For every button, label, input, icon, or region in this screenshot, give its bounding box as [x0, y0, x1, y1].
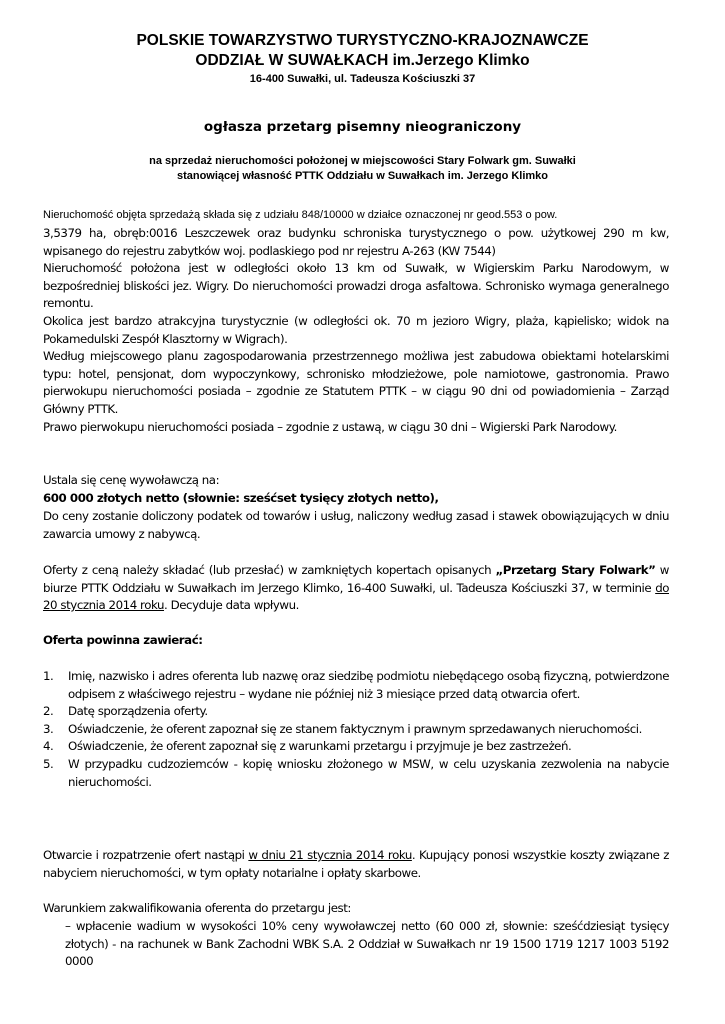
- organization-address: 16-400 Suwałki, ul. Tadeusza Kościuszki 37: [249, 73, 476, 85]
- envelope-label: „Przetarg Stary Folwark”: [495, 563, 656, 577]
- requirement-text: Datę sporządzenia oferty.: [68, 704, 208, 719]
- description-zoning: Według miejscowego planu zagospodarowania przestrzennego możliwa jest zabudowa obiektami hotelarskimi typu: hotel, pensjonat, dom wypoczynkowy, schronisko młodzieżowe, pole namiotowe, gastronomia. Prawo pierwokupu nieruchomości posiada – zgodnie ze Statutem PTTK – w ciągu 90 dni od powiadomienia – Zarząd Główny PTTK.: [43, 349, 669, 416]
- requirement-text: Imię, nazwisko i adres oferenta lub nazwę oraz siedzibę podmiotu niebędącego osobą fizyczną, potwierdzone odpisem z właściwego rejestru – wydane nie później niż 3 miesiące przed datą otwarcia ofert.: [68, 669, 669, 701]
- requirements-list: [43, 668, 669, 791]
- branch-name: ODDZIAŁ W SUWAŁKACH im.Jerzego Klimko: [195, 52, 530, 69]
- requirement-item: [43, 756, 669, 791]
- organization-name: POLSKIE TOWARZYSTWO TURYSTYCZNO-KRAJOZNAWCZE: [136, 32, 589, 49]
- requirement-number: 3.: [43, 721, 54, 736]
- offers-paragraph: [43, 562, 669, 615]
- offers-text-before: Oferty z ceną należy składać (lub przesłać) w zamkniętych kopertach opisanych: [43, 563, 496, 577]
- requirement-number: 5.: [43, 756, 54, 771]
- requirement-item: [43, 668, 669, 703]
- subject-line-1: na sprzedaż nieruchomości położonej w miejscowości Stary Folwark gm. Suwałki: [149, 155, 576, 167]
- description-location: Nieruchomość położona jest w odległości około 13 km od Suwałk, w Wigierskim Parku Narodowym, w bezpośredniej bliskości jez. Wigry. Do nieruchomości prowadzi droga asfaltowa. Schronisko wymaga generalnego remontu.: [43, 261, 669, 311]
- description-area: 3,5379 ha, obręb:0016 Leszczewek oraz budynku schroniska turystycznego o pow. użytkowej 290 m kw, wpisanego do rejestru zabytków woj. podlaskiego pod nr rejestru A-263 (KW 7544): [43, 226, 669, 258]
- requirement-number: 1.: [43, 669, 54, 683]
- requirement-number: 2.: [43, 704, 54, 719]
- requirement-text: Oświadczenie, że oferent zapoznał się ze stanem faktycznym i prawnym sprzedawanych nieruchomości.: [68, 721, 642, 736]
- offers-text-after: . Decyduje data wpływu.: [164, 598, 299, 613]
- requirement-number: 4.: [43, 739, 54, 754]
- description-first-line: Nieruchomość objęta sprzedażą składa się z udziału 848/10000 w działce oznaczonej nr geod.553 o pow.: [43, 209, 558, 221]
- opening-text-after: . Kupujący ponosi wszystkie koszty związane z nabyciem nieruchomości, w tym opłaty notarialne i opłaty skarbowe.: [43, 848, 670, 880]
- subject-line-2: stanowiącej własność PTTK Oddziału w Suwałkach im. Jerzego Klimko: [176, 170, 549, 182]
- opening-text-before: Otwarcie i rozpatrzenie ofert nastąpi: [43, 848, 249, 862]
- requirements-heading: Oferta powinna zawierać:: [43, 633, 203, 647]
- description-preemption: Prawo pierwokupu nieruchomości posiada – zgodnie z ustawą, w ciągu 30 dni – Wigierski Park Narodowy.: [43, 420, 617, 434]
- price-amount: 600 000 złotych netto (słownie: sześćset tysięcy złotych netto),: [43, 491, 439, 505]
- price-vat: Do ceny zostanie doliczony podatek od towarów i usług, naliczony według zasad i stawek obowiązujących w dniu zawarcia umowy z nabywcą.: [43, 509, 669, 541]
- announcement-title: ogłasza przetarg pisemny nieograniczony: [203, 119, 522, 135]
- offers-deadline: do 20 stycznia 2014 roku: [43, 580, 669, 613]
- price-intro: Ustala się cenę wywoławczą na:: [43, 473, 220, 487]
- requirement-text: Oświadczenie, że oferent zapoznał się z warunkami przetargu i przyjmuje je bez zastrzeżeń.: [68, 739, 572, 754]
- description-surroundings: Okolica jest bardzo atrakcyjna turystycznie (w odległości ok. 70 m jezioro Wigry, plaża, kąpielisko; widok na Pokamedulski Zespół Klasztorny w Wigrach).: [43, 314, 669, 346]
- requirement-item: [43, 738, 669, 756]
- opening-date: w dniu 21 stycznia 2014 roku: [248, 848, 412, 862]
- offers-text-place: w biurze PTTK Oddziału w Suwałkach im Jerzego Klimko, 16-400 Suwałki, ul. Tadeusza Kościuszki 37, w terminie: [43, 563, 670, 595]
- requirement-item: [43, 721, 669, 739]
- qualification-intro: Warunkiem zakwalifikowania oferenta do przetargu jest:: [43, 901, 351, 915]
- qualification-deposit: – wpłacenie wadium w wysokości 10% ceny wywoławczej netto (60 000 zł, słownie: sześćdziesiąt tysięcy złotych) - na rachunek w Bank Zachodni WBK S.A. 2 Oddział w Suwałkach nr 19 1500 1719 1217 1003 5192 0000: [65, 919, 669, 969]
- requirement-text: W przypadku cudzoziemców - kopię wniosku złożonego w MSW, w celu uzyskania zezwolenia na nabycie nieruchomości.: [68, 756, 669, 789]
- opening-paragraph: [43, 847, 669, 882]
- requirement-item: [43, 703, 669, 721]
